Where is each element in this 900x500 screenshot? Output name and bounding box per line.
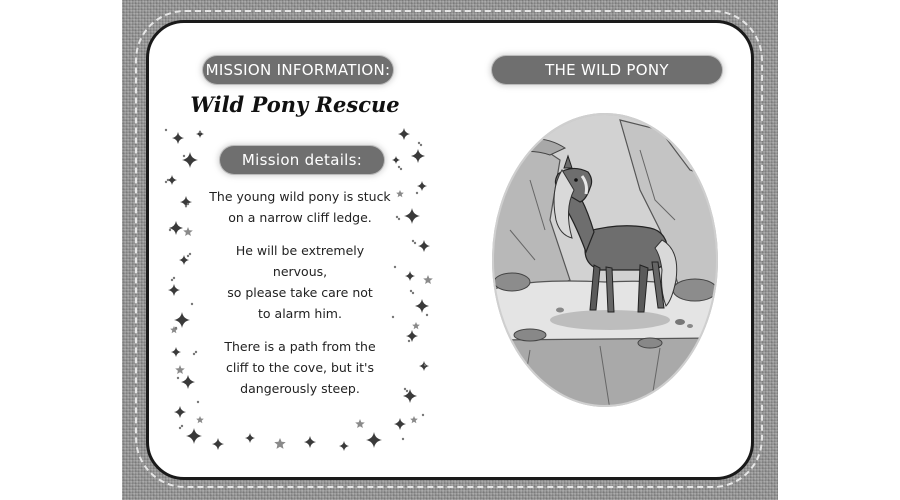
- story-title: Wild Pony Rescue: [190, 92, 400, 117]
- mission-information-header: [203, 56, 393, 84]
- mission-details-label: Mission details:: [241, 151, 363, 169]
- detail-line: The young wild pony is stuck: [209, 189, 391, 204]
- detail-line: dangerously steep.: [240, 381, 360, 396]
- mission-details-text: [208, 186, 392, 411]
- mission-information-label: MISSION INFORMATION:: [205, 61, 391, 79]
- detail-paragraph: [208, 240, 392, 324]
- detail-line: cliff to the cove, but it's: [225, 360, 375, 375]
- detail-line: on a narrow cliff ledge.: [228, 210, 372, 225]
- detail-line: so please take care not: [227, 285, 373, 300]
- detail-line: to alarm him.: [258, 306, 342, 321]
- detail-line: There is a path from the: [224, 339, 376, 354]
- mission-details-header: [220, 146, 384, 174]
- detail-line: He will be extremely nervous,: [235, 243, 365, 279]
- wild-pony-header: [492, 56, 722, 84]
- wild-pony-illustration: [490, 110, 720, 410]
- wild-pony-label: THE WILD PONY: [545, 61, 669, 79]
- detail-paragraph: [208, 186, 392, 228]
- detail-paragraph: [208, 336, 392, 399]
